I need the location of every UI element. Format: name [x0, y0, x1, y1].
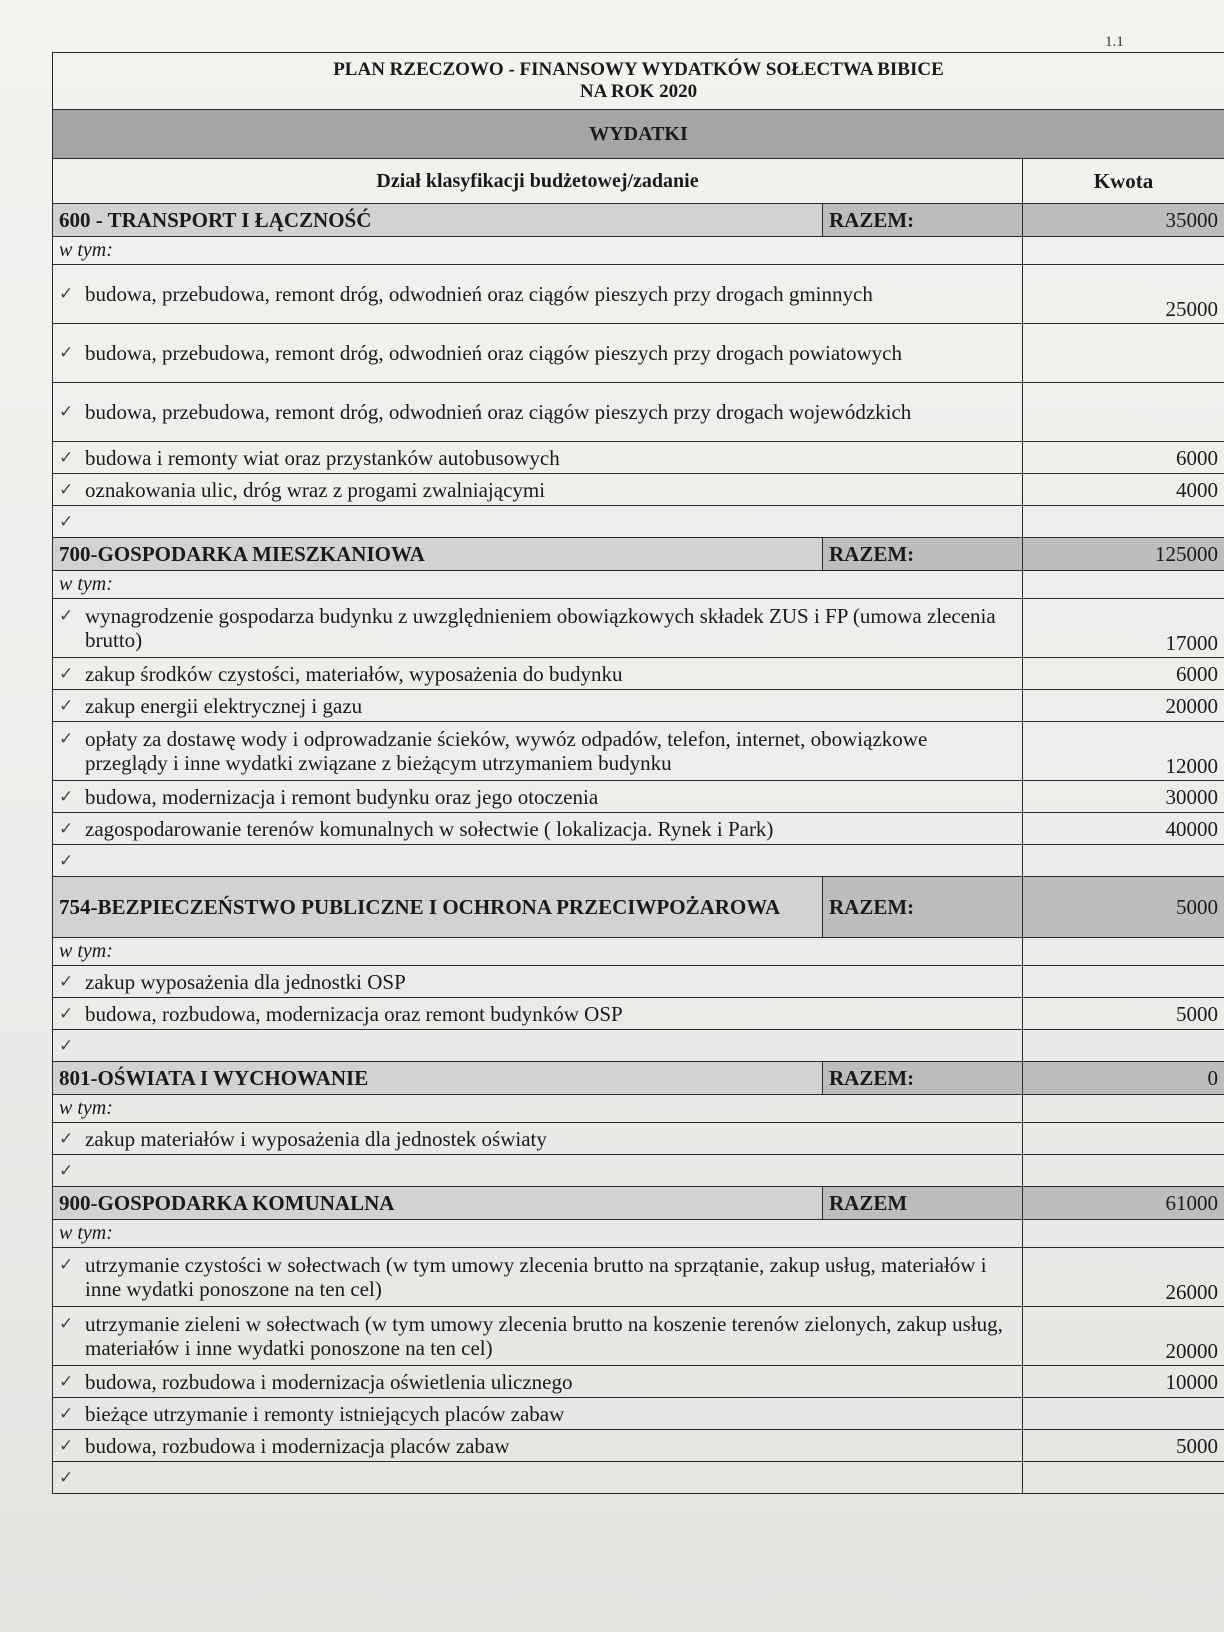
empty-amount-cell [1023, 938, 1224, 966]
check-mark-icon: ✓ [59, 695, 74, 715]
check-mark-icon: ✓ [59, 1160, 74, 1180]
item-description-cell [53, 1430, 1023, 1462]
section-row [53, 204, 1224, 237]
razem-label: RAZEM [823, 1187, 1023, 1220]
check-mark-icon: ✓ [59, 850, 74, 870]
section-title: 900-GOSPODARKA KOMUNALNA [53, 1187, 823, 1220]
check-mark-icon: ✓ [59, 729, 74, 748]
check-mark-icon: ✓ [59, 447, 74, 467]
item-amount: 6000 [1023, 442, 1224, 474]
item-description-cell [53, 383, 1023, 442]
wtym-label: w tym: [53, 1220, 1023, 1248]
item-amount [1023, 1462, 1224, 1494]
section-row [53, 1062, 1224, 1095]
item-text: budowa, przebudowa, remont dróg, odwodnień oraz ciągów pieszych przy drogach wojewódzkich [85, 400, 912, 424]
item-text: budowa i remonty wiat oraz przystanków autobusowych [85, 445, 560, 470]
item-amount: 20000 [1023, 690, 1224, 722]
item-amount [1023, 966, 1224, 998]
check-mark-icon: ✓ [59, 1255, 74, 1274]
item-row [53, 781, 1224, 813]
item-text: budowa, rozbudowa i modernizacja placów zabaw [85, 1433, 510, 1458]
column-header-amount: Kwota [1023, 159, 1224, 204]
item-row [53, 1366, 1224, 1398]
budget-table [52, 52, 1224, 1494]
check-mark-icon: ✓ [59, 1128, 74, 1148]
item-amount [1023, 1030, 1224, 1062]
item-row [53, 265, 1224, 324]
check-mark-icon: ✓ [59, 1435, 74, 1455]
check-mark-icon: ✓ [59, 971, 74, 991]
check-mark-icon: ✓ [59, 663, 74, 683]
item-text: zakup materiałów i wyposażenia dla jednostek oświaty [85, 1126, 547, 1151]
item-row [53, 1398, 1224, 1430]
section-total: 61000 [1023, 1187, 1224, 1220]
item-description-cell [53, 599, 1023, 658]
item-description-cell [53, 722, 1023, 781]
check-mark-icon: ✓ [59, 1403, 74, 1423]
item-text: zakup wyposażenia dla jednostki OSP [85, 969, 406, 994]
check-mark-icon: ✓ [59, 511, 74, 531]
item-text: utrzymanie czystości w sołectwach (w tym umowy zlecenia brutto na sprzątanie, zakup usług, materiałów i inne wydatki ponoszone na ten cel) [85, 1253, 987, 1301]
item-row [53, 998, 1224, 1030]
item-amount: 5000 [1023, 998, 1224, 1030]
item-row [53, 1155, 1224, 1187]
item-text: opłaty za dostawę wody i odprowadzanie ścieków, wywóz odpadów, telefon, internet, obowiązkowe przeglądy i inne wydatki związane z bieżącym utrzymaniem budynku [85, 727, 928, 775]
section-row [53, 877, 1224, 938]
item-row [53, 599, 1224, 658]
check-mark-icon: ✓ [59, 343, 74, 362]
check-mark-icon: ✓ [59, 284, 74, 303]
razem-label: RAZEM: [823, 877, 1023, 938]
item-amount [1023, 506, 1224, 538]
budget-rows [53, 204, 1224, 1494]
check-mark-icon: ✓ [59, 1003, 74, 1023]
item-text: zakup środków czystości, materiałów, wyposażenia do budynku [85, 661, 623, 686]
item-row [53, 1123, 1224, 1155]
item-amount [1023, 1155, 1224, 1187]
item-amount [1023, 845, 1224, 877]
razem-label: RAZEM: [823, 1062, 1023, 1095]
item-amount: 17000 [1023, 599, 1224, 658]
item-description-cell [53, 813, 1023, 845]
empty-amount-cell [1023, 1095, 1224, 1123]
item-amount: 10000 [1023, 1366, 1224, 1398]
item-amount [1023, 1123, 1224, 1155]
item-description-cell [53, 1123, 1023, 1155]
wtym-row [53, 1220, 1224, 1248]
check-mark-icon: ✓ [59, 786, 74, 806]
check-mark-icon: ✓ [59, 402, 74, 421]
wtym-row [53, 237, 1224, 265]
item-description-cell [53, 845, 1023, 877]
wtym-row [53, 571, 1224, 599]
empty-amount-cell [1023, 1220, 1224, 1248]
item-text: budowa, rozbudowa, modernizacja oraz remont budynków OSP [85, 1001, 623, 1026]
item-text: budowa, przebudowa, remont dróg, odwodnień oraz ciągów pieszych przy drogach powiatowych [85, 341, 902, 365]
item-row [53, 1307, 1224, 1366]
item-description-cell [53, 1248, 1023, 1307]
item-text: budowa, rozbudowa i modernizacja oświetlenia ulicznego [85, 1369, 573, 1394]
check-mark-icon: ✓ [59, 818, 74, 838]
column-header-row [53, 159, 1224, 204]
razem-label: RAZEM: [823, 204, 1023, 237]
item-row [53, 722, 1224, 781]
title-line-2: NA ROK 2020 [579, 81, 698, 102]
section-total: 35000 [1023, 204, 1224, 237]
wydatki-row [53, 110, 1224, 159]
item-row [53, 1030, 1224, 1062]
wydatki-header: WYDATKI [53, 110, 1224, 159]
title-row [53, 53, 1224, 110]
item-text: budowa, przebudowa, remont dróg, odwodnień oraz ciągów pieszych przy drogach gminnych [85, 282, 873, 306]
item-description-cell [53, 1155, 1023, 1187]
wtym-label: w tym: [53, 1095, 1023, 1123]
item-text: zagospodarowanie terenów komunalnych w sołectwie ( lokalizacja. Rynek i Park) [85, 816, 774, 841]
item-description-cell [53, 324, 1023, 383]
item-description-cell [53, 442, 1023, 474]
item-row [53, 966, 1224, 998]
wtym-label: w tym: [53, 571, 1023, 599]
wtym-label: w tym: [53, 938, 1023, 966]
check-mark-icon: ✓ [59, 1314, 74, 1333]
wtym-label: w tym: [53, 237, 1023, 265]
item-amount: 4000 [1023, 474, 1224, 506]
check-mark-icon: ✓ [59, 1371, 74, 1391]
item-text: budowa, modernizacja i remont budynku oraz jego otoczenia [85, 784, 599, 809]
item-amount: 12000 [1023, 722, 1224, 781]
item-description-cell [53, 658, 1023, 690]
empty-amount-cell [1023, 237, 1224, 265]
razem-label: RAZEM: [823, 538, 1023, 571]
item-description-cell [53, 1030, 1023, 1062]
section-title: 600 - TRANSPORT I ŁĄCZNOŚĆ [53, 204, 823, 237]
item-amount: 25000 [1023, 265, 1224, 324]
item-description-cell [53, 265, 1023, 324]
item-row [53, 442, 1224, 474]
item-amount: 30000 [1023, 781, 1224, 813]
check-mark-icon: ✓ [59, 1467, 74, 1487]
section-row [53, 1187, 1224, 1220]
column-header-description: Dział klasyfikacji budżetowej/zadanie [53, 159, 1023, 204]
check-mark-icon: ✓ [59, 479, 74, 499]
item-amount: 6000 [1023, 658, 1224, 690]
section-title: 801-OŚWIATA I WYCHOWANIE [53, 1062, 823, 1095]
item-row [53, 506, 1224, 538]
item-description-cell [53, 966, 1023, 998]
item-row [53, 658, 1224, 690]
item-row [53, 813, 1224, 845]
item-amount: 20000 [1023, 1307, 1224, 1366]
document-title [53, 53, 1224, 110]
page-number: 1.1 [1105, 34, 1124, 50]
empty-amount-cell [1023, 571, 1224, 599]
item-description-cell [53, 1307, 1023, 1366]
check-mark-icon: ✓ [59, 1035, 74, 1055]
item-row [53, 1248, 1224, 1307]
item-description-cell [53, 1462, 1023, 1494]
item-amount [1023, 383, 1224, 442]
item-text: zakup energii elektrycznej i gazu [85, 693, 363, 718]
item-row [53, 845, 1224, 877]
item-row [53, 690, 1224, 722]
item-row [53, 1462, 1224, 1494]
item-text: bieżące utrzymanie i remonty istniejących placów zabaw [85, 1401, 565, 1426]
item-amount: 5000 [1023, 1430, 1224, 1462]
item-row [53, 1430, 1224, 1462]
item-amount [1023, 324, 1224, 383]
item-description-cell [53, 506, 1023, 538]
item-text: oznakowania ulic, dróg wraz z progami zwalniającymi [85, 477, 546, 502]
item-amount: 26000 [1023, 1248, 1224, 1307]
check-mark-icon: ✓ [59, 606, 74, 625]
item-description-cell [53, 690, 1023, 722]
item-description-cell [53, 998, 1023, 1030]
item-description-cell [53, 474, 1023, 506]
item-amount [1023, 1398, 1224, 1430]
item-row [53, 474, 1224, 506]
item-text: wynagrodzenie gospodarza budynku z uwzględnieniem obowiązkowych składek ZUS i FP (umowa zlecenia brutto) [85, 604, 996, 652]
item-description-cell [53, 1366, 1023, 1398]
item-description-cell [53, 781, 1023, 813]
item-row [53, 383, 1224, 442]
section-title: 754-BEZPIECZEŃSTWO PUBLICZNE I OCHRONA PRZECIWPOŻAROWA [53, 877, 823, 938]
section-total: 5000 [1023, 877, 1224, 938]
item-description-cell [53, 1398, 1023, 1430]
section-row [53, 538, 1224, 571]
item-row [53, 324, 1224, 383]
section-title: 700-GOSPODARKA MIESZKANIOWA [53, 538, 823, 571]
wtym-row [53, 938, 1224, 966]
item-text: utrzymanie zieleni w sołectwach (w tym umowy zlecenia brutto na koszenie terenów zielonych, zakup usług, materiałów i inne wydatki ponoszone na ten cel) [85, 1312, 1003, 1360]
section-total: 125000 [1023, 538, 1224, 571]
section-total: 0 [1023, 1062, 1224, 1095]
title-line-1: PLAN RZECZOWO - FINANSOWY WYDATKÓW SOŁECTWA BIBICE [333, 59, 944, 80]
wtym-row [53, 1095, 1224, 1123]
item-amount: 40000 [1023, 813, 1224, 845]
